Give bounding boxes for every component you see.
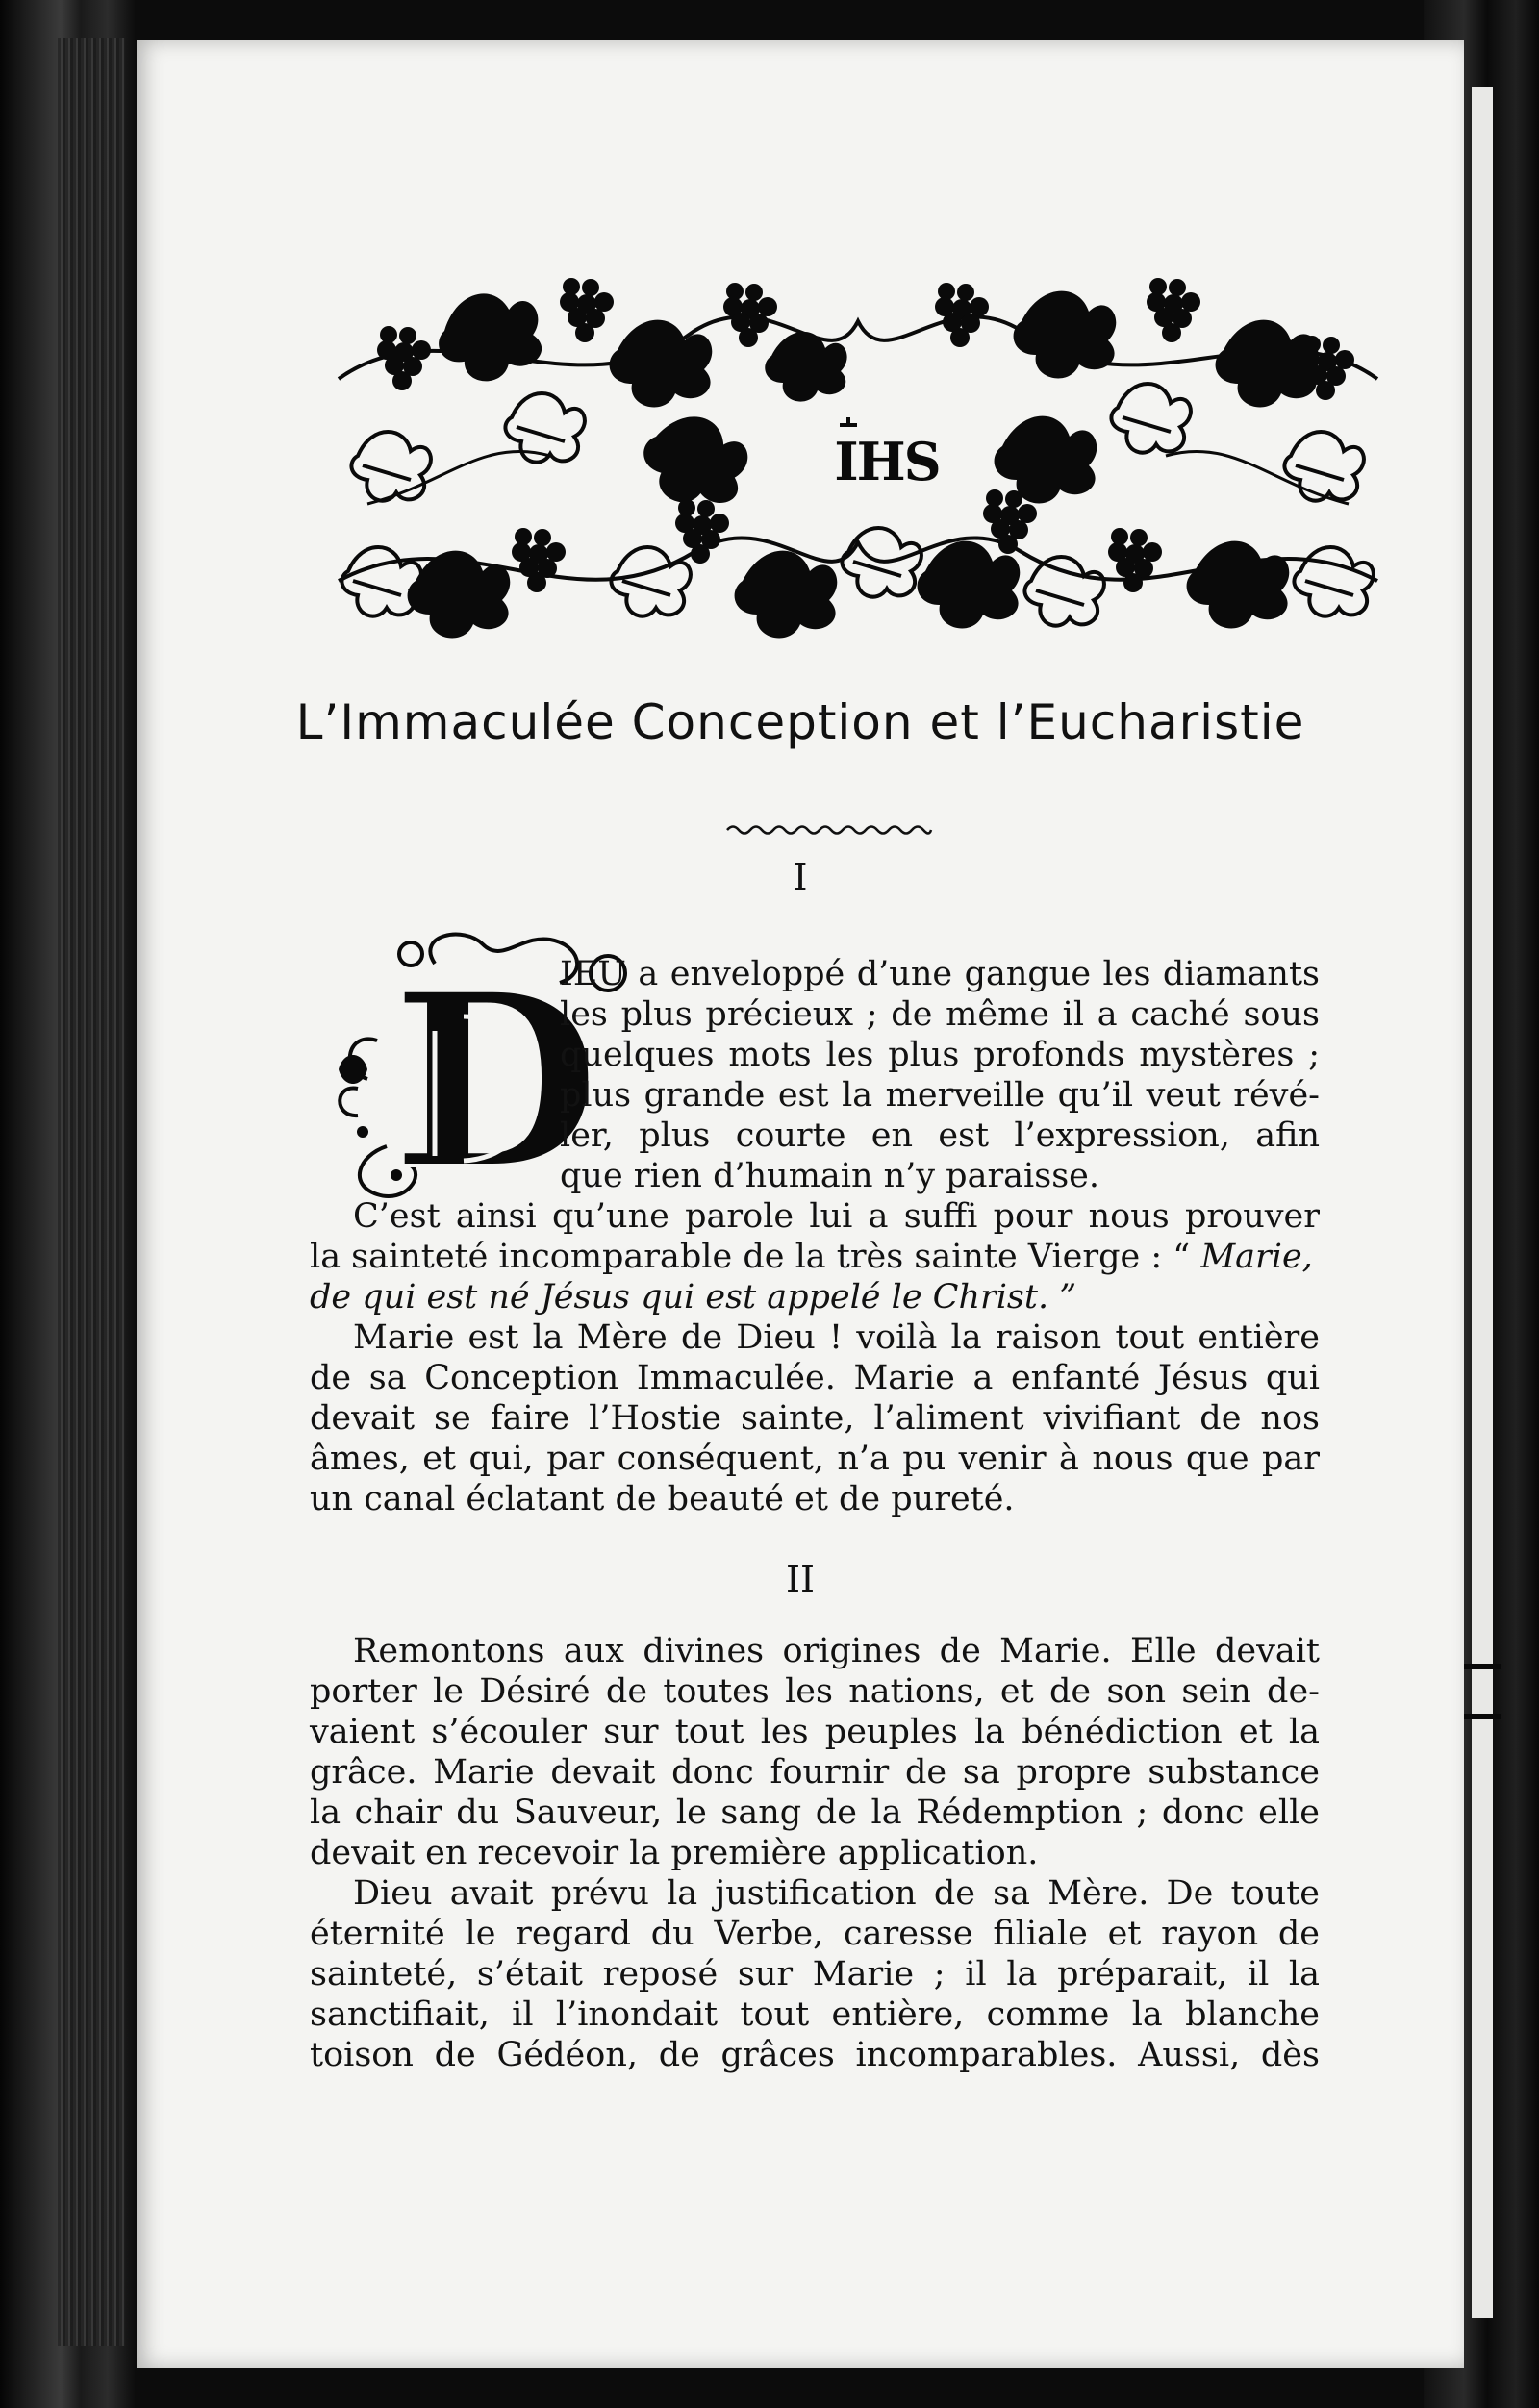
intro-line-2: les plus précieux ; de même il a caché sous — [560, 995, 1320, 1034]
para4-line-5: toison de Gédéon, de grâces incomparables. Aussi, dès — [310, 2036, 1320, 2074]
para3-line-5: la chair du Sauveur, le sang de la Rédemption ; donc elle — [310, 1793, 1320, 1832]
para2-line-1: Marie est la Mère de Dieu ! voilà la raison tout entière — [353, 1318, 1320, 1357]
para4-line-2: éternité le regard du Verbe, caresse filiale et rayon de — [310, 1915, 1320, 1953]
intro-line-1: IEU a enveloppé d’une gangue les diamants — [560, 955, 1320, 993]
intro-line-4: plus grande est la merveille qu’il veut révé- — [560, 1076, 1320, 1115]
para1-line-2: la sainteté incomparable de la très sainte Vierge : “ Marie, — [310, 1238, 1313, 1276]
para1-line-1: C’est ainsi qu’une parole lui a suffi pour nous prouver — [353, 1197, 1320, 1236]
book-page — [137, 40, 1464, 2368]
para3-line-1: Remontons aux divines origines de Marie. Elle devait — [353, 1632, 1320, 1670]
para4-line-4: sanctifiait, il l’inondait tout entière, comme la blanche — [310, 1995, 1320, 2034]
chapter-title: L’Immaculée Conception et l’Eucharistie — [295, 694, 1305, 750]
para3-line-3: vaient s’écouler sur tout les peuples la bénédiction et la — [310, 1713, 1320, 1751]
para2-line-3: devait se faire l’Hostie sainte, l’aliment vivifiant de nos — [310, 1399, 1320, 1438]
edge-mark — [1462, 1664, 1501, 1669]
title-divider — [725, 821, 933, 839]
para4-line-1: Dieu avait prévu la justification de sa Mère. De toute — [353, 1874, 1320, 1913]
para2-line-5: un canal éclatant de beauté et de pureté. — [310, 1480, 1015, 1518]
edge-mark — [1462, 1714, 1501, 1719]
intro-line-3: quelques mots les plus profonds mystères ; — [560, 1036, 1320, 1074]
intro-line-6: que rien d’humain n’y paraisse. — [560, 1157, 1100, 1195]
drop-cap-letter: D — [391, 940, 600, 1214]
ihs-monogram: IHS — [800, 427, 973, 496]
section-number-2: II — [785, 1558, 816, 1600]
book-spine-edge — [0, 0, 135, 2408]
section-number-1: I — [793, 856, 808, 898]
para3-line-6: devait en recevoir la première application. — [310, 1834, 1039, 1872]
para1-line-3: de qui est né Jésus qui est appelé le Christ. ” — [310, 1278, 1077, 1317]
intro-line-5: ler, plus courte en est l’expression, afin — [560, 1116, 1320, 1155]
para4-line-3: sainteté, s’était reposé sur Marie ; il la préparait, il la — [310, 1955, 1320, 1994]
facing-page-strip — [1472, 87, 1493, 2318]
para3-line-4: grâce. Marie devait donc fournir de sa propre substance — [310, 1753, 1320, 1792]
para2-line-4: âmes, et qui, par conséquent, n’a pu venir à nous que par — [310, 1440, 1320, 1478]
para2-line-2: de sa Conception Immaculée. Marie a enfanté Jésus qui — [310, 1359, 1320, 1397]
para3-line-2: porter le Désiré de toutes les nations, et de son sein de- — [310, 1672, 1320, 1711]
